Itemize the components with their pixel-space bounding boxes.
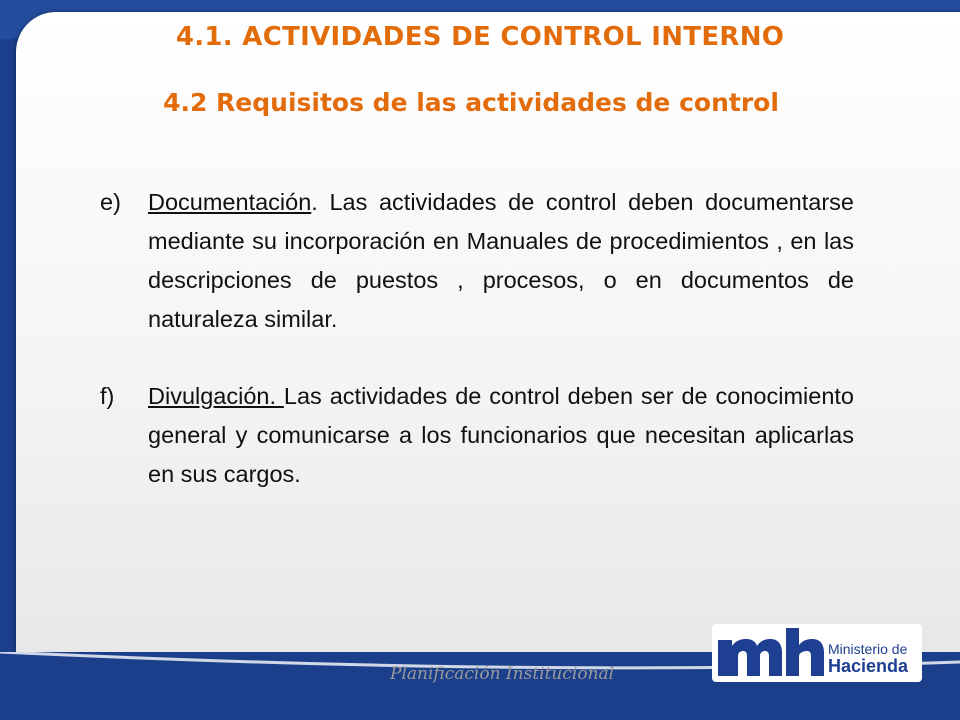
list-item-divulgacion xyxy=(100,377,854,494)
list-marker: f) xyxy=(100,383,115,409)
ministerio-hacienda-logo xyxy=(712,624,922,682)
logo-text-line2: Hacienda xyxy=(828,656,909,676)
list-item-documentacion xyxy=(100,183,854,339)
item-text: Las actividades de control deben ser de conocimiento general y comunicarse a los funcionarios que necesitan aplicarlas en sus cargos. xyxy=(148,383,854,487)
logo-text-line1: Ministerio de xyxy=(828,641,908,657)
item-text: . Las actividades de control deben documentarse mediante su incorporación en Manuales de procedimientos , en las descripciones de puestos , procesos, o en documentos de naturaleza similar. xyxy=(148,189,854,332)
item-heading: Divulgación. xyxy=(148,383,284,409)
slide-title: 4.1. ACTIVIDADES DE CONTROL INTERNO xyxy=(175,22,785,52)
list-marker: e) xyxy=(100,189,121,215)
item-heading: Documentación xyxy=(148,189,312,215)
slide-subtitle: 4.2 Requisitos de las actividades de control xyxy=(163,88,779,117)
footer-planificacion: Planificación Institucional xyxy=(390,664,615,684)
